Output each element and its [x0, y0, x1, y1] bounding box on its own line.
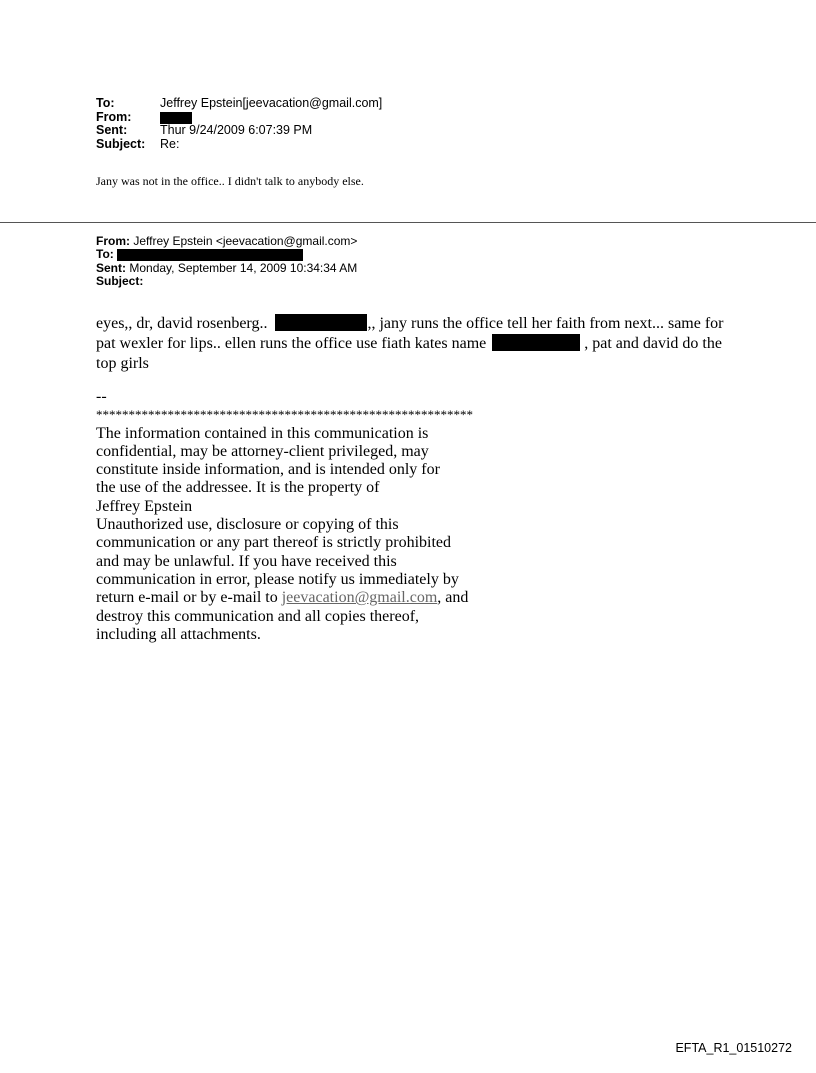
message-line-2 [96, 334, 736, 354]
disclaimer-line: communication in error, please notify us immediately by [96, 570, 459, 588]
disclaimer-line: and may be unlawful. If you have received this [96, 552, 397, 570]
email2-message [96, 314, 736, 374]
message-text: pat wexler for lips.. ellen runs the office use fiath kates name [96, 335, 487, 352]
divider [0, 222, 816, 223]
sig-dashes: -- [96, 388, 107, 405]
redaction-box [275, 314, 367, 331]
message-text: ,, jany runs the office tell her faith from next... same for [367, 315, 724, 332]
disclaimer-return-line [96, 589, 473, 607]
disclaimer-line: Jeffrey Epstein [96, 497, 193, 515]
message-text: eyes,, dr, david rosenberg.. [96, 315, 268, 332]
from-label: From: [96, 234, 130, 248]
email-link[interactable]: jeevacation@gmail.com [281, 589, 438, 607]
disclaimer-line: the use of the addressee. It is the property of [96, 479, 380, 497]
signature-block [96, 388, 473, 644]
subject-label: Subject: [96, 273, 144, 288]
sent-value: Monday, September 14, 2009 10:34:34 AM [129, 260, 358, 275]
subject-value: Re: [160, 136, 180, 151]
from-label: From: [96, 109, 132, 124]
to-label: To: [96, 96, 115, 110]
sent-label: Sent: [96, 123, 128, 137]
disclaimer-line: including all attachments. [96, 625, 261, 643]
message-text: , pat and david do the [584, 335, 722, 352]
sent-value: Thur 9/24/2009 6:07:39 PM [160, 123, 313, 137]
document-id: EFTA_R1_01510272 [675, 1041, 792, 1055]
return-text-post: , and [437, 589, 469, 607]
disclaimer-line: The information contained in this communication is [96, 424, 429, 442]
disclaimer-line: constitute inside information, and is intended only for [96, 461, 440, 479]
email2-header [96, 235, 357, 288]
sig-stars: ********************************************************** [96, 407, 473, 423]
redaction-box [492, 334, 580, 351]
from-value-wrap [160, 111, 192, 125]
email2-to-row [96, 248, 357, 261]
disclaimer-line: communication or any part thereof is strictly prohibited [96, 534, 452, 552]
sent-label: Sent: [96, 260, 126, 275]
email2-from-row [96, 235, 357, 248]
message-line-3: top girls [96, 355, 149, 372]
redaction-box [160, 112, 192, 124]
disclaimer-line: confidential, may be attorney-client privileged, may [96, 442, 429, 460]
to-label: To: [96, 247, 114, 262]
redaction-box [117, 249, 303, 261]
disclaimer-line: destroy this communication and all copies thereof, [96, 607, 420, 625]
disclaimer-line: Unauthorized use, disclosure or copying of this [96, 516, 399, 534]
email2-sent-row [96, 262, 357, 275]
from-value: Jeffrey Epstein <jeevacation@gmail.com> [133, 234, 358, 248]
to-value: Jeffrey Epstein[jeevacation@gmail.com] [160, 96, 383, 110]
email2-subject-row [96, 275, 357, 288]
email1-body: Jany was not in the office.. I didn't talk to anybody else. [96, 174, 364, 188]
subject-label: Subject: [96, 136, 146, 151]
return-text: return e-mail or by e-mail to [96, 589, 282, 607]
message-line-1 [96, 314, 736, 334]
